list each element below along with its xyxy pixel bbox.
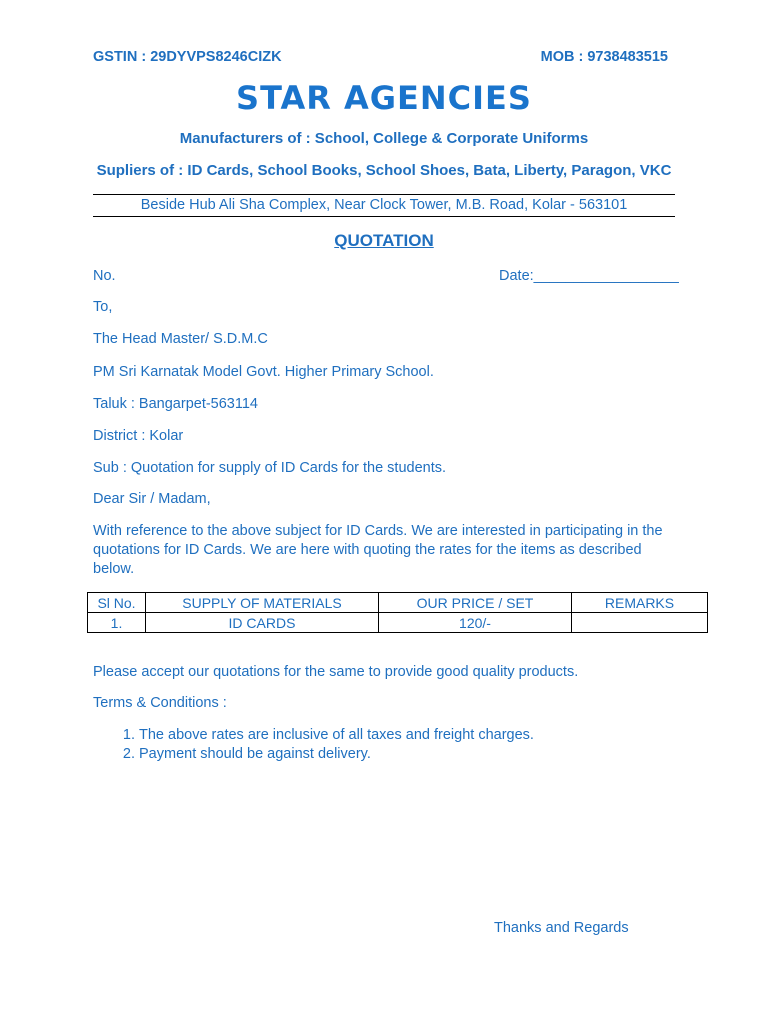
- subject-line: Sub : Quotation for supply of ID Cards for the students.: [93, 460, 447, 476]
- closing-line: Please accept our quotations for the same to provide good quality products.: [93, 664, 579, 680]
- table-cell: 1.: [88, 613, 146, 633]
- table-row: [88, 613, 708, 633]
- salutation: Dear Sir / Madam,: [93, 491, 211, 507]
- table-header-row: [88, 593, 708, 613]
- recipient-taluk: Taluk : Bangarpet-563114: [93, 396, 258, 412]
- company-address: Beside Hub Ali Sha Complex, Near Clock Tower, M.B. Road, Kolar - 563101: [140, 197, 628, 213]
- mobile-number: MOB : 9738483515: [540, 49, 668, 65]
- recipient-district: District : Kolar: [93, 428, 184, 444]
- body-paragraph: With reference to the above subject for ID Cards. We are interested in participating in the quotations for ID Cards. We are here with quoting the rates for the items as described below.: [93, 523, 663, 577]
- suppliers-line: Supliers of : ID Cards, School Books, School Shoes, Bata, Liberty, Paragon, VKC: [96, 162, 672, 179]
- terms-heading: Terms & Conditions :: [93, 695, 227, 711]
- gstin-number: GSTIN : 29DYVPS8246CIZK: [93, 49, 282, 65]
- manufacturers-line: Manufacturers of : School, College & Corporate Uniforms: [179, 130, 589, 147]
- table-cell: [572, 613, 708, 633]
- recipient-title: The Head Master/ S.D.M.C: [93, 331, 268, 347]
- column-header: OUR PRICE / SET: [379, 593, 572, 613]
- column-header: Sl No.: [88, 593, 146, 613]
- table-cell: 120/-: [379, 613, 572, 633]
- to-line: To,: [93, 299, 113, 315]
- quotation-number-label: No.: [93, 268, 116, 284]
- closing-regards: Thanks and Regards: [494, 920, 629, 936]
- company-name: STAR AGENCIES: [236, 79, 532, 117]
- column-header: REMARKS: [572, 593, 708, 613]
- column-header: SUPPLY OF MATERIALS: [146, 593, 379, 613]
- list-item: 1. The above rates are inclusive of all taxes and freight charges.: [139, 726, 534, 745]
- recipient-school: PM Sri Karnatak Model Govt. Higher Primary School.: [93, 364, 434, 380]
- top-divider: [93, 194, 675, 195]
- terms-list: [93, 726, 534, 764]
- items-table: [87, 592, 708, 633]
- bottom-divider: [93, 216, 675, 217]
- date-label: Date:__________________: [499, 268, 679, 284]
- list-item: 2. Payment should be against delivery.: [139, 745, 534, 764]
- table-cell: ID CARDS: [146, 613, 379, 633]
- document-title: QUOTATION: [334, 231, 434, 250]
